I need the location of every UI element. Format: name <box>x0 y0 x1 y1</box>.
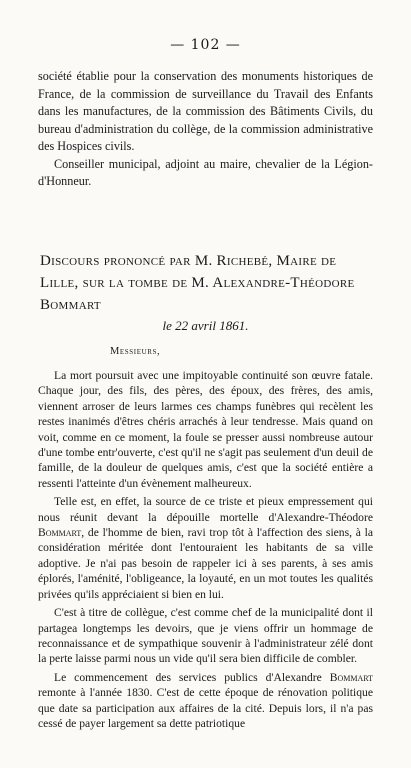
speech-body <box>38 368 373 734</box>
speech-paragraph-2-end: , de l'homme de bien, ravi trop tôt à l'affection des siens, à la considération méritée dont l'entouraient les habitants de sa ville adoptive. Je n'ai pas besoin de rappeler ici à ses parents, à ses amis éplorés, l'aménité, l'obligeance, la loyauté, en un mot toutes les qualités privées qu'ils appréciaient si bien en lui. <box>38 526 373 601</box>
conseiller-paragraph: Conseiller municipal, adjoint au maire, chevalier de la Légion-d'Honneur. <box>38 156 373 188</box>
continuation-block <box>38 68 373 191</box>
speech-paragraph-2-start: Telle est, en effet, la source de ce triste et pieux empressement qui nous réunit devant la dépouille mortelle d'Alexandre-Théodore <box>38 495 373 524</box>
speech-paragraph-4 <box>38 670 373 732</box>
speech-paragraph-2 <box>38 494 373 602</box>
name-bommart: Bommart <box>329 670 373 684</box>
speech-paragraph-4-start: Le commencement des services publics d'Alexandre <box>54 670 330 684</box>
speech-heading <box>40 250 375 316</box>
speech-dateline: le 22 avril 1861. <box>162 318 249 333</box>
salutation: Messieurs, <box>110 346 161 357</box>
speech-heading-text: Discours prononcé par M. Richebé, Maire de Lille, sur la tombe de M. Alexandre-Théodore Bommart <box>40 253 355 313</box>
name-bommart: Bommart <box>38 526 82 540</box>
speech-paragraph-4-end: remonte à l'année 1830. C'est de cette époque de rénovation politique que date sa participation aux affaires de la cité. Depuis lors, il n'a pas cessé de payer largement sa dette patriotique <box>38 686 373 730</box>
continuation-paragraph: société établie pour la conservation des monuments historiques de France, de la commission de surveillance du Travail des Enfants dans les manufactures, de la commission des Bâtiments Civils, du bureau d'administration du collège, de la commission administrative des Hospices civils. <box>38 69 373 153</box>
speech-paragraph-3: C'est à titre de collègue, c'est comme chef de la municipalité dont il partagea longtemps les devoirs, que je viens offrir un hommage de reconnaissance et de sympathique souvenir à l'administrateur zélé dont la perte laisse parmi nous un vide qu'il sera bien difficile de combler. <box>38 606 373 666</box>
speech-paragraph-1: La mort poursuit avec une impitoyable continuité son œuvre fatale. Chaque jour, des fils, des pères, des époux, des frères, des amis, viennent arroser de leurs larmes ces champs funèbres qui recèlent les restes inanimés d'êtres chéris arrachés à leur tendresse. Mais quand on voit, comme en ce moment, la foule se presser aussi nombreuse autour d'une tombe entr'ouverte, c'est qu'il ne s'agit pas seulement d'un deuil de famille, de la douleur de quelques amis, c'est que la société entière a ressenti l'atteinte d'un évènement malheureux. <box>38 369 373 490</box>
page-number: — 102 — <box>170 37 241 53</box>
